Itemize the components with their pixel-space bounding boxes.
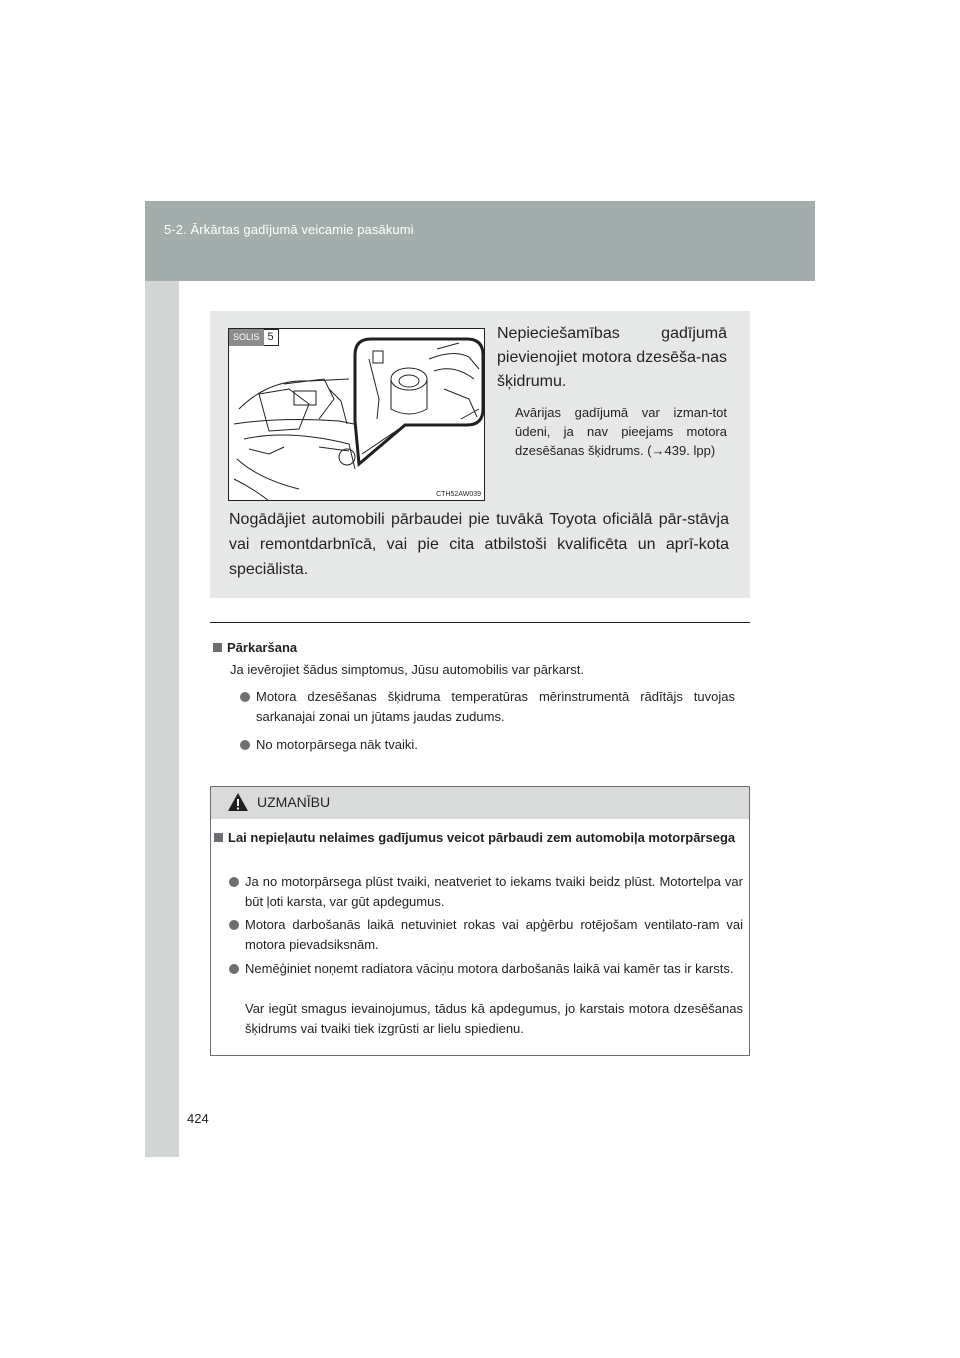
step-number: 5 <box>264 329 279 346</box>
engine-drawing <box>229 329 485 501</box>
list-item <box>240 735 735 755</box>
section-title: 5-2. Ārkārtas gadījumā veicamie pasākumi <box>164 222 414 237</box>
bullet-dot-icon <box>240 692 250 702</box>
bullet-dot-icon <box>240 740 250 750</box>
list-item <box>229 915 743 955</box>
step-word: SOLIS <box>229 329 264 346</box>
caution-header <box>211 787 749 819</box>
bullet-dot-icon <box>229 877 239 887</box>
step-followup: Nogādājiet automobili pārbaudei pie tuvākā Toyota oficiālā pār-stāvja vai remontdarbnīcā, vai pie cita atbilstoši kvalificēta un aprī-kota speciālista. <box>229 511 729 578</box>
step-note: Avārijas gadījumā var izman-tot ūdeni, ja nav pieejams motora dzesēšanas šķidrums. (→439. lpp) <box>515 405 727 458</box>
square-bullet-icon <box>213 643 222 652</box>
step-badge <box>229 329 279 346</box>
list-item-text: Nemēģiniet noņemt radiatora vāciņu motora darbošanās laikā vai kamēr tas ir karsts. <box>245 961 734 976</box>
warning-triangle-icon <box>227 792 249 812</box>
list-item-text: Var iegūt smagus ievainojumus, tādus kā apdegumus, jo karstais motora dzesēšanas šķidrums vai tvaiki tiek izgrūsti ar lielu spiedienu. <box>245 1001 743 1036</box>
figure-code: CTH52AW039 <box>436 491 481 498</box>
list-item-text: Ja no motorpārsega plūst tvaiki, neatveriet to iekams tvaiki beidz plūst. Motortelpa var būt ļoti karsta, var gūt apdegumus. <box>245 874 743 909</box>
overheating-heading <box>213 640 297 655</box>
page-number: 424 <box>187 1111 209 1126</box>
square-bullet-icon <box>214 833 223 842</box>
caution-heading <box>214 828 744 848</box>
list-item-text: Motora darbošanās laikā netuviniet rokas vai apģērbu rotējošam ventilato-ram vai motora pievadsiksnām. <box>245 917 743 952</box>
caution-heading-text: Lai nepieļautu nelaimes gadījumus veicot pārbaudi zem automobiļa motorpārsega <box>228 830 736 845</box>
list-item-text: Motora dzesēšanas šķidruma temperatūras mērinstrumentā rādītājs tuvojas sarkanajai zonai un jūtams jaudas zudums. <box>256 689 735 724</box>
bullet-dot-icon <box>229 920 239 930</box>
caution-title: UZMANĪBU <box>257 794 331 810</box>
overheating-intro: Ja ievērojiet šādus simptomus, Jūsu automobilis var pārkarst. <box>230 662 585 677</box>
side-strip <box>145 281 179 1157</box>
step-instruction: Nepieciešamības gadījumā pievienojiet motora dzesēša-nas šķidrumu. <box>497 325 727 390</box>
list-item-text: No motorpārsega nāk tvaiki. <box>256 737 418 752</box>
list-item <box>229 959 743 979</box>
list-item-continuation <box>229 999 743 1039</box>
bullet-dot-icon <box>229 964 239 974</box>
engine-illustration <box>228 328 485 501</box>
header-band <box>145 201 815 281</box>
caution-box <box>210 786 750 1056</box>
list-item <box>240 687 735 727</box>
divider <box>210 622 750 623</box>
overheating-heading-text: Pārkaršana <box>227 640 298 655</box>
list-item <box>229 872 743 912</box>
